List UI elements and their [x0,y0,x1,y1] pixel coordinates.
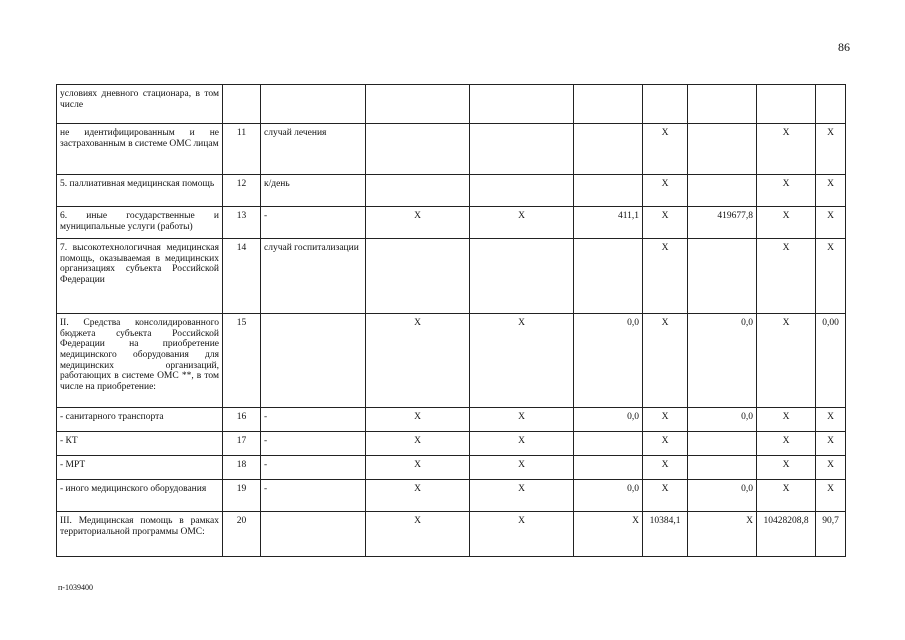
row-cell: X [470,314,574,408]
row-cell: 419677,8 [688,207,757,239]
row-cell: 10428208,8 [757,512,816,557]
row-cell [688,85,757,124]
row-unit: к/день [261,175,366,207]
row-cell: X [643,207,688,239]
row-cell: 0,0 [688,408,757,432]
row-line-number: 16 [223,408,261,432]
row-cell: X [366,408,470,432]
row-cell [366,239,470,314]
row-cell: X [366,480,470,512]
row-name: II. Средства консолидированного бюджета субъекта Российской Федерации на приобретение медицинского оборудования для медицинских организаций, работающих в системе ОМС **, в том числе на приобретение: [57,314,223,408]
row-cell [574,124,643,175]
row-unit: - [261,456,366,480]
row-cell: 0,0 [574,480,643,512]
row-cell [688,456,757,480]
row-cell: X [470,207,574,239]
row-cell: X [757,175,816,207]
row-cell: X [470,512,574,557]
row-cell [574,239,643,314]
row-cell [470,124,574,175]
row-cell: X [816,207,846,239]
row-line-number: 18 [223,456,261,480]
row-cell: X [757,207,816,239]
row-name: - санитарного транспорта [57,408,223,432]
row-unit [261,512,366,557]
table-row [57,512,846,557]
row-name: III. Медицинская помощь в рамках территориальной программы ОМС: [57,512,223,557]
row-cell: 0,0 [688,314,757,408]
row-cell: 0,0 [688,480,757,512]
row-cell: X [643,432,688,456]
row-name: 7. высокотехнологичная медицинская помощь, оказываемая в медицинских организациях субъекта Российской Федерации [57,239,223,314]
row-line-number: 11 [223,124,261,175]
row-cell: 0,0 [574,408,643,432]
row-cell [470,85,574,124]
row-cell [688,239,757,314]
row-cell: X [574,512,643,557]
row-cell: X [816,124,846,175]
row-cell: X [816,175,846,207]
row-cell: X [757,456,816,480]
row-unit [261,85,366,124]
row-cell: 0,00 [816,314,846,408]
row-cell: X [757,124,816,175]
row-unit: случай лечения [261,124,366,175]
row-unit: - [261,432,366,456]
row-cell: X [643,239,688,314]
row-cell: 90,7 [816,512,846,557]
table-row [57,456,846,480]
table-row [57,408,846,432]
row-cell [688,124,757,175]
row-cell: X [643,480,688,512]
row-cell: X [757,480,816,512]
row-cell: 411,1 [574,207,643,239]
row-line-number: 19 [223,480,261,512]
row-line-number: 13 [223,207,261,239]
table-row [57,239,846,314]
row-line-number: 15 [223,314,261,408]
table-row [57,432,846,456]
row-cell [366,124,470,175]
row-name: - иного медицинского оборудования [57,480,223,512]
row-cell: X [643,314,688,408]
row-cell [643,85,688,124]
row-unit [261,314,366,408]
funding-table [56,84,846,557]
row-cell: X [816,480,846,512]
row-cell: X [816,408,846,432]
row-cell: X [470,408,574,432]
row-cell [470,239,574,314]
row-cell: X [643,175,688,207]
table-row [57,207,846,239]
row-cell: X [366,432,470,456]
page-number: 86 [838,40,850,54]
row-name: - МРТ [57,456,223,480]
row-unit: случай госпитализации [261,239,366,314]
row-cell: X [366,512,470,557]
row-name: условиях дневного стационара, в том числе [57,85,223,124]
row-unit: - [261,207,366,239]
table-row [57,175,846,207]
row-cell: X [470,480,574,512]
row-cell [366,175,470,207]
row-cell [470,175,574,207]
row-cell: X [688,512,757,557]
document-code: п-1039400 [58,583,93,592]
row-cell [574,456,643,480]
row-line-number: 17 [223,432,261,456]
row-cell [816,85,846,124]
table-row [57,480,846,512]
row-name: 5. паллиативная медицинская помощь [57,175,223,207]
row-unit: - [261,480,366,512]
row-cell [757,85,816,124]
row-cell: X [643,124,688,175]
row-cell: X [643,408,688,432]
row-cell [574,85,643,124]
row-cell: X [757,239,816,314]
row-cell: X [816,432,846,456]
row-cell: X [757,432,816,456]
row-line-number: 12 [223,175,261,207]
table-row [57,85,846,124]
row-cell: X [366,314,470,408]
row-cell [574,432,643,456]
row-name: 6. иные государственные и муниципальные услуги (работы) [57,207,223,239]
row-name: - КТ [57,432,223,456]
row-name: не идентифицированным и не застрахованным в системе ОМС лицам [57,124,223,175]
table-row [57,124,846,175]
table-row [57,314,846,408]
row-cell: X [816,239,846,314]
row-cell: 10384,1 [643,512,688,557]
row-cell: X [470,432,574,456]
row-cell [366,85,470,124]
row-cell: X [643,456,688,480]
row-cell: 0,0 [574,314,643,408]
row-cell [688,432,757,456]
row-line-number: 20 [223,512,261,557]
row-cell [574,175,643,207]
row-cell: X [757,408,816,432]
row-cell: X [366,207,470,239]
row-cell [688,175,757,207]
row-line-number [223,85,261,124]
row-cell: X [816,456,846,480]
row-cell: X [470,456,574,480]
row-cell: X [366,456,470,480]
row-line-number: 14 [223,239,261,314]
row-cell: X [757,314,816,408]
row-unit: - [261,408,366,432]
